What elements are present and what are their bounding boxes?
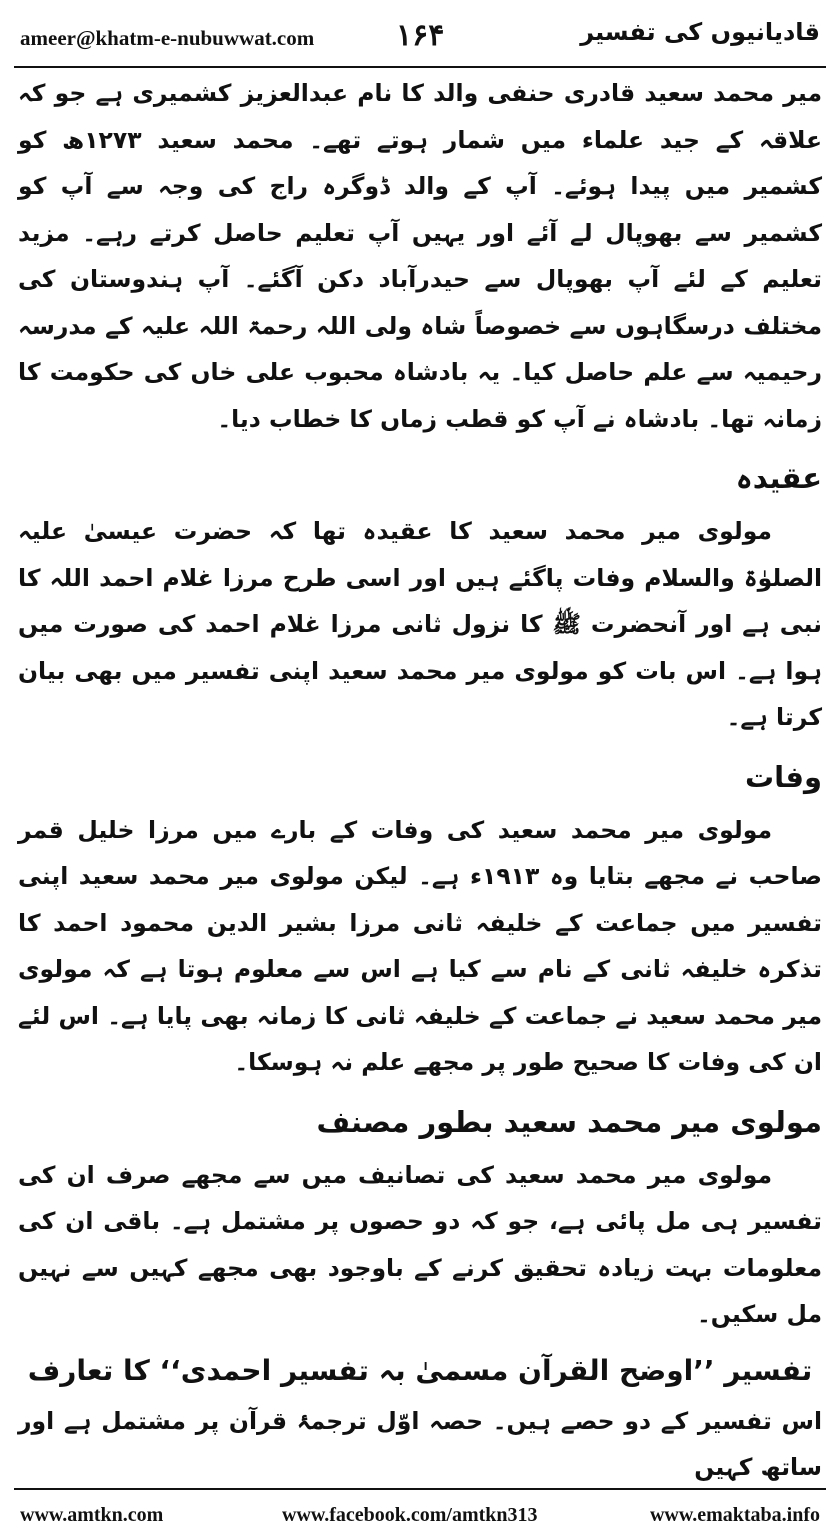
tafseer-paragraph: اس تفسیر کے دو حصے ہیں۔ حصہ اوّل ترجمۂ قرآن پر مشتمل ہے اور ساتھ کہیں bbox=[18, 1406, 822, 1481]
musannif-paragraph: مولوی میر محمد سعید کی تصانیف میں سے مجھے صرف ان کی تفسیر ہی مل پائی ہے، جو کہ دو حصوں پر مشتمل ہے۔ باقی ان کی معلومات بہت زیادہ تحقیق کرنے کے باوجود بھی مجھے کہیں سے نہیں مل سکیں۔ bbox=[18, 1160, 822, 1328]
header-divider bbox=[14, 66, 826, 68]
aqeeda-paragraph: مولوی میر محمد سعید کا عقیدہ تھا کہ حضرت عیسیٰ علیہ الصلوٰۃ والسلام وفات پاگئے ہیں اور اسی طرح مرزا غلام احمد اللہ کا نبی ہے اور آنحضرت ﷺ کا نزول ثانی مرزا غلام احمد کی صورت میں ہوا ہے۔ اس بات کو مولوی میر محمد سعید اپنی تفسیر میں بھی بیان کرتا ہے۔ bbox=[18, 517, 822, 731]
aqeeda-heading: عقیدہ bbox=[735, 461, 822, 495]
book-title: قادیانیوں کی تفسیر bbox=[580, 18, 820, 46]
page-header bbox=[14, 0, 826, 76]
footer-link-emaktaba[interactable]: www.emaktaba.info bbox=[649, 1504, 820, 1526]
musannif-heading: مولوی میر محمد سعید بطور مصنف bbox=[316, 1104, 822, 1139]
wafat-paragraph: مولوی میر محمد سعید کی وفات کے بارے میں مرزا خلیل قمر صاحب نے مجھے بتایا وہ ۱۹۱۳ء ہے۔ لیکن مولوی میر محمد سعید اپنی تفسیر میں جماعت کے خلیفہ ثانی مرزا بشیر الدین محمود احمد کا تذکرہ خلیفہ ثانی کے نام سے کیا ہے اس سے معلوم ہوتا ہے کہ مولوی میر محمد سعید نے جماعت کے خلیفہ ثانی کا زمانہ بھی پایا ہے۔ اس لئے ان کی وفات کا صحیح طور پر مجھے علم نہ ہوسکا۔ bbox=[18, 815, 822, 1076]
footer-link-amtkn[interactable]: www.amtkn.com bbox=[20, 1504, 164, 1526]
footer-divider bbox=[14, 1488, 826, 1490]
wafat-heading: وفات bbox=[744, 759, 822, 794]
tafseer-heading: تفسیر ’’اوضح القرآن مسمیٰ بہ تفسیر احمدی‘‘ کا تعارف bbox=[27, 1353, 813, 1387]
header-email: ameer@khatm-e-nubuwwat.com bbox=[20, 26, 315, 50]
page-footer bbox=[20, 1504, 820, 1534]
page-content bbox=[18, 70, 822, 1481]
footer-link-facebook[interactable]: www.facebook.com/amtkn313 bbox=[282, 1504, 538, 1526]
intro-paragraph: میر محمد سعید قادری حنفی والد کا نام عبدالعزیز کشمیری ہے جو کہ علاقہ کے جید علماء میں شمار ہوتے تھے۔ محمد سعید ۱۲۷۳ھ کو کشمیر میں پیدا ہوئے۔ آپ کے والد ڈوگرہ راج کی وجہ سے آپ کو کشمیر سے بھوپال لے آئے اور یہیں آپ تعلیم حاصل کرتے رہے۔ مزید تعلیم کے لئے آپ بھوپال سے حیدرآباد دکن آگئے۔ آپ ہندوستان کی مختلف درسگاہوں سے خصوصاً شاہ ولی اللہ رحمۃ اللہ علیہ کے مدرسہ رحیمیہ سے علم حاصل کیا۔ یہ بادشاہ محبوب علی خاں کی حکومت کا زمانہ تھا۔ بادشاہ نے آپ کو قطب زماں کا خطاب دیا۔ bbox=[18, 79, 822, 433]
page-number: ۱۶۴ bbox=[396, 19, 445, 52]
